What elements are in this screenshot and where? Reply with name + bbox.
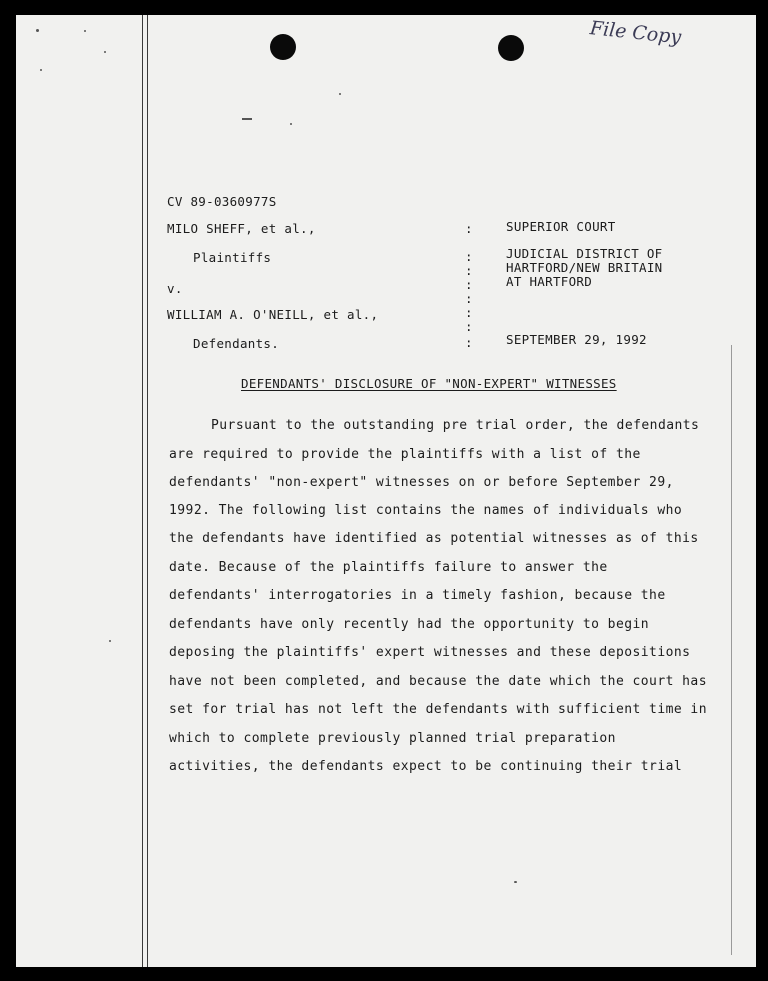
scan-speck — [242, 118, 252, 120]
docket-number: CV 89-0360977S — [167, 194, 277, 209]
scan-speck — [40, 69, 42, 71]
defendants-label: Defendants. — [193, 336, 280, 351]
document-title: DEFENDANTS' DISCLOSURE OF "NON-EXPERT" WITNESSES — [241, 376, 617, 391]
filing-date: SEPTEMBER 29, 1992 — [506, 332, 647, 347]
body-line: date. Because of the plaintiffs failure to answer the — [169, 560, 608, 575]
margin-rule-right — [147, 15, 148, 967]
district-line-3: AT HARTFORD — [506, 274, 593, 289]
plaintiff-party: MILO SHEFF, et al., — [167, 221, 316, 236]
caption-separator: : — [465, 305, 473, 320]
document-page — [16, 15, 756, 967]
handwritten-file-copy-note: File Copy — [588, 17, 683, 49]
punch-hole-left — [270, 34, 296, 60]
body-line: have not been completed, and because the date which the court has — [169, 674, 707, 689]
scan-speck — [290, 123, 292, 125]
district-line-1: JUDICIAL DISTRICT OF — [506, 246, 663, 261]
scan-speck — [339, 93, 341, 95]
versus: v. — [167, 281, 183, 296]
body-line: Pursuant to the outstanding pre trial order, the defendants — [211, 418, 700, 433]
body-line: defendants have only recently had the opportunity to begin — [169, 617, 650, 632]
body-line: defendants' interrogatories in a timely fashion, because the — [169, 588, 666, 603]
caption-separator: : — [465, 291, 473, 306]
court-name: SUPERIOR COURT — [506, 219, 616, 234]
body-line: are required to provide the plaintiffs with a list of the — [169, 447, 641, 462]
body-line: which to complete previously planned trial preparation — [169, 731, 616, 746]
scan-edge-line — [731, 345, 732, 955]
caption-separator: : — [465, 319, 473, 334]
scan-speck — [514, 881, 517, 883]
scan-speck — [36, 29, 39, 32]
scan-speck — [104, 51, 106, 53]
body-line: 1992. The following list contains the names of individuals who — [169, 503, 683, 518]
body-line: defendants' "non-expert" witnesses on or before September 29, — [169, 475, 674, 490]
defendant-party: WILLIAM A. O'NEILL, et al., — [167, 307, 379, 322]
caption-separator: : — [465, 263, 473, 278]
plaintiffs-label: Plaintiffs — [193, 250, 272, 265]
caption-separator: : — [465, 335, 473, 350]
body-line: the defendants have identified as potential witnesses as of this — [169, 531, 699, 546]
body-line: deposing the plaintiffs' expert witnesses and these depositions — [169, 645, 691, 660]
margin-rule-left — [142, 15, 143, 967]
district-line-2: HARTFORD/NEW BRITAIN — [506, 260, 663, 275]
caption-separator: : — [465, 221, 473, 236]
scan-speck — [109, 640, 111, 642]
caption-separator: : — [465, 249, 473, 264]
scan-speck — [84, 30, 86, 32]
body-line: set for trial has not left the defendants with sufficient time in — [169, 702, 707, 717]
caption-separator: : — [465, 277, 473, 292]
body-line: activities, the defendants expect to be continuing their trial — [169, 759, 683, 774]
punch-hole-right — [498, 35, 524, 61]
